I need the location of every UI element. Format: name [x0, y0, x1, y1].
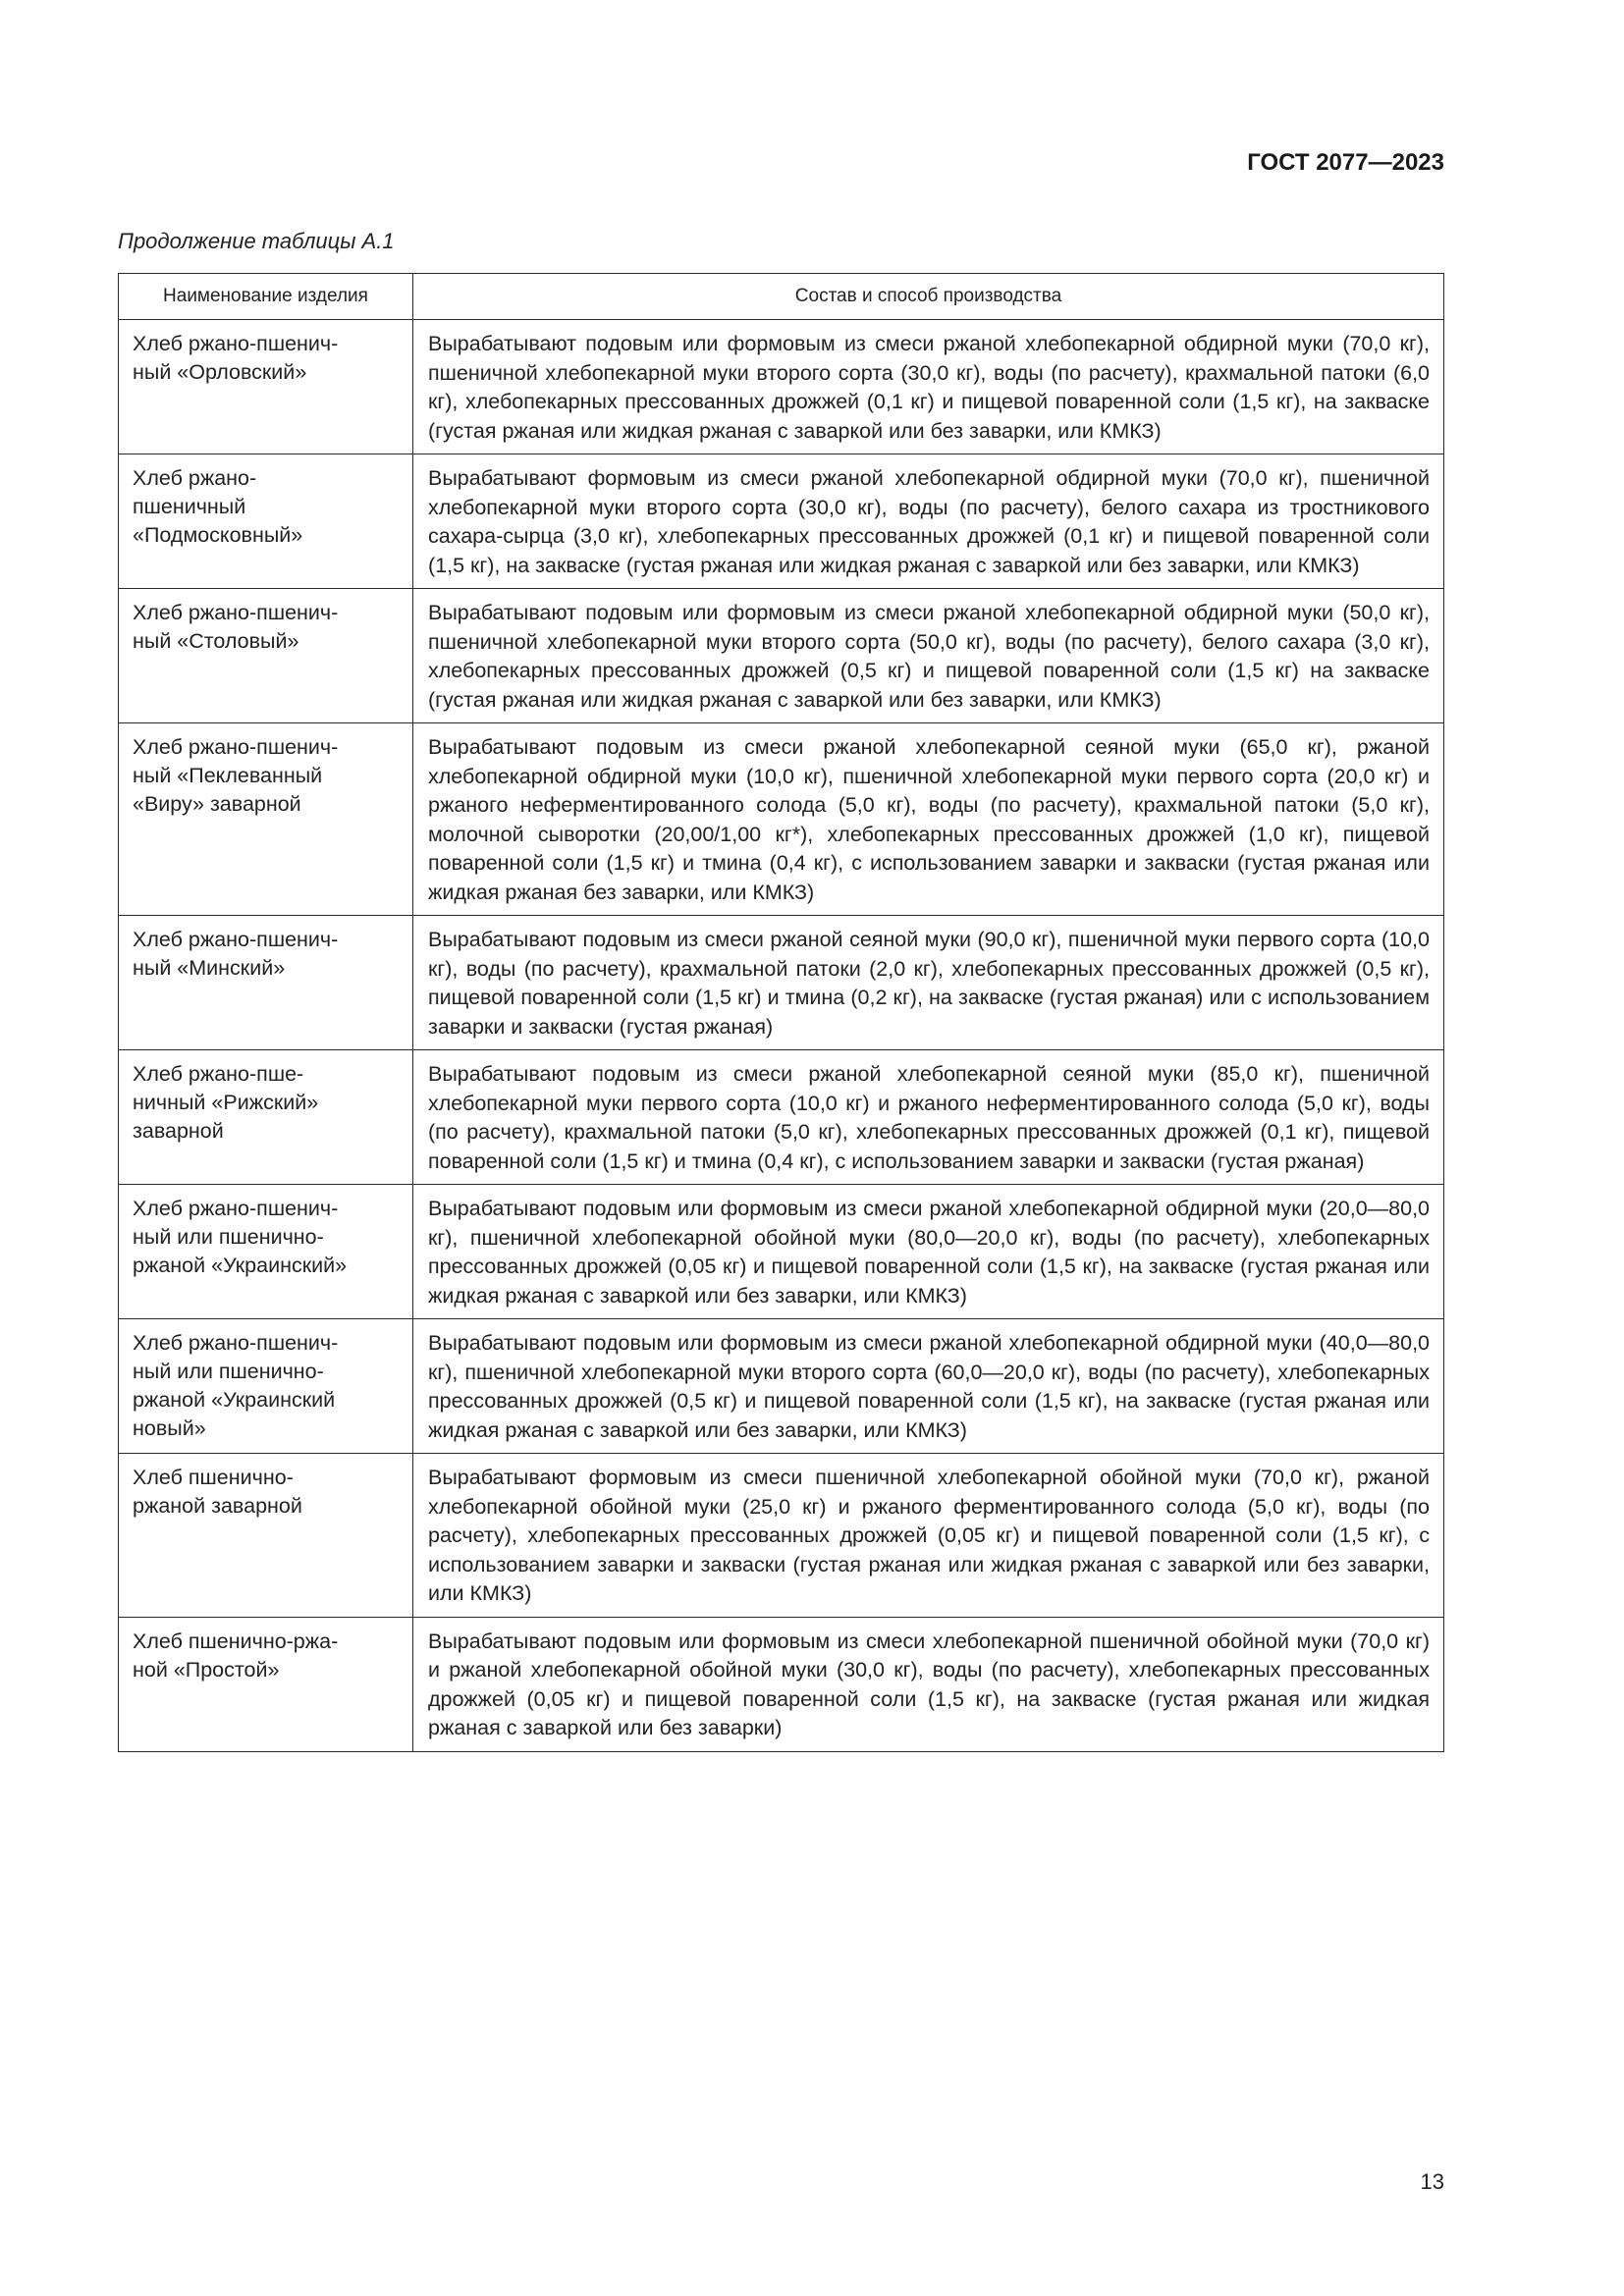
- column-header-product-name: Наименование изделия: [119, 274, 413, 320]
- table-row: [119, 1319, 1444, 1454]
- composition-cell: Вырабатывают подовым или формовым из смеси хлебопекарной пшеничной обойной муки (70,0 кг) и ржаной хлебопекарной обойной муки (30,0 кг), воды (по расчету), хлебопекарных прессованных дрожжей (0,05 кг) и пищевой поваренной соли (1,5 кг), на закваске (густая ржаная или жидкая ржаная с заваркой или без заварки): [413, 1617, 1444, 1751]
- document-code: ГОСТ 2077—2023: [1247, 149, 1444, 176]
- table-row: [119, 1050, 1444, 1185]
- product-name-cell: Хлеб ржано-пше- ничный «Рижский» заварной: [119, 1050, 413, 1185]
- composition-cell: Вырабатывают подовым из смеси ржаной сеяной муки (90,0 кг), пшеничной муки первого сорта (10,0 кг), воды (по расчету), крахмальной патоки (2,0 кг), хлебопекарных прессованных дрожжей (0,5 кг), пищевой поваренной соли (1,5 кг) и тмина (0,2 кг), на закваске (густая ржаная) или с использованием заварки и закваски (густая ржаная): [413, 916, 1444, 1050]
- product-name-cell: Хлеб ржано-пшенич- ный «Минский»: [119, 916, 413, 1050]
- table-row: [119, 589, 1444, 723]
- composition-cell: Вырабатывают формовым из смеси пшеничной хлебопекарной обойной муки (70,0 кг), ржаной хлебопекарной обойной муки (25,0 кг) и ржаного ферментированного солода (5,0 кг), воды (по расчету), хлебопекарных прессованных дрожжей (0,05 кг) и пищевой поваренной соли (1,5 кг), с использованием заварки и закваски (густая ржаная или жидкая ржаная с заваркой или без заварки, или КМКЗ): [413, 1454, 1444, 1618]
- product-name-cell: Хлеб ржано-пшенич- ный или пшенично- ржаной «Украинский»: [119, 1185, 413, 1319]
- composition-cell: Вырабатывают подовым или формовым из смеси ржаной хлебопекарной обдирной муки (50,0 кг), пшеничной хлебопекарной муки второго сорта (50,0 кг), воды (по расчету), белого сахара (3,0 кг), хлебопекарных прессованных дрожжей (0,5 кг) и пищевой поваренной соли (1,5 кг) на закваске (густая ржаная или жидкая ржаная с заваркой или без заварки, или КМКЗ): [413, 589, 1444, 723]
- composition-cell: Вырабатывают подовым из смеси ржаной хлебопекарной сеяной муки (65,0 кг), ржаной хлебопекарной обдирной муки (10,0 кг), пшеничной хлебопекарной муки первого сорта (20,0 кг) и ржаного неферментированного солода (5,0 кг), воды (по расчету), крахмальной патоки (5,0 кг), молочной сыворотки (20,00/1,00 кг*), хлебопекарных прессованных дрожжей (1,0 кг), пищевой поваренной соли (1,5 кг) и тмина (0,4 кг), с использованием заварки и закваски (густая ржаная или жидкая ржаная без заварки, или КМКЗ): [413, 723, 1444, 916]
- product-name-cell: Хлеб ржано-пшенич- ный или пшенично- ржаной «Украинский новый»: [119, 1319, 413, 1454]
- table-row: [119, 916, 1444, 1050]
- product-name-cell: Хлеб ржано- пшеничный «Подмосковный»: [119, 454, 413, 589]
- composition-cell: Вырабатывают подовым из смеси ржаной хлебопекарной сеяной муки (85,0 кг), пшеничной хлебопекарной муки первого сорта (10,0 кг) и ржаного неферментированного солода (5,0 кг), воды (по расчету), крахмальной патоки (5,0 кг), хлебопекарных прессованных дрожжей (0,1 кг), пищевой поваренной соли (1,5 кг) и тмина (0,4 кг), с использованием заварки и закваски (густая ржаная): [413, 1050, 1444, 1185]
- table-caption: Продолжение таблицы А.1: [118, 229, 395, 253]
- table-row: [119, 1617, 1444, 1751]
- table-row: [119, 1185, 1444, 1319]
- table-row: [119, 320, 1444, 454]
- page-number: 13: [1420, 2169, 1444, 2194]
- product-name-cell: Хлеб пшенично- ржаной заварной: [119, 1454, 413, 1618]
- product-name-cell: Хлеб ржано-пшенич- ный «Столовый»: [119, 589, 413, 723]
- composition-cell: Вырабатывают подовым или формовым из смеси ржаной хлебопекарной обдирной муки (20,0—80,0 кг), пшеничной хлебопекарной обойной муки (80,0—20,0 кг), воды (по расчету), хлебопекарных прессованных дрожжей (0,05 кг) и пищевой поваренной соли (1,5 кг), на закваске (густая ржаная или жидкая ржаная с заваркой или без заварки, или КМКЗ): [413, 1185, 1444, 1319]
- composition-table: [118, 273, 1444, 1752]
- table-row: [119, 723, 1444, 916]
- table-row: [119, 1454, 1444, 1618]
- composition-cell: Вырабатывают подовым или формовым из смеси ржаной хлебопекарной обдирной муки (70,0 кг), пшеничной хлебопекарной муки второго сорта (30,0 кг), воды (по расчету), крахмальной патоки (6,0 кг), хлебопекарных прессованных дрожжей (0,1 кг) и пищевой поваренной соли (1,5 кг), на закваске (густая ржаная или жидкая ржаная с заваркой или без заварки, или КМКЗ): [413, 320, 1444, 454]
- product-name-cell: Хлеб пшенично-ржа- ной «Простой»: [119, 1617, 413, 1751]
- composition-cell: Вырабатывают формовым из смеси ржаной хлебопекарной обдирной муки (70,0 кг), пшеничной хлебопекарной муки второго сорта (30,0 кг), воды (по расчету), белого сахара из тростникового сахара-сырца (3,0 кг), хлебопекарных прессованных дрожжей (0,1 кг) и пищевой поваренной соли (1,5 кг), на закваске (густая ржаная или жидкая ржаная с заваркой или без заварки, или КМКЗ): [413, 454, 1444, 589]
- column-header-composition: Состав и способ производства: [413, 274, 1444, 320]
- composition-cell: Вырабатывают подовым или формовым из смеси ржаной хлебопекарной обдирной муки (40,0—80,0 кг), пшеничной хлебопекарной муки второго сорта (60,0—20,0 кг), воды (по расчету), хлебопекарных прессованных дрожжей (0,5 кг) и пищевой поваренной соли (1,5 кг), на закваске (густая ржаная или жидкая ржаная с заваркой или без заварки, или КМКЗ): [413, 1319, 1444, 1454]
- product-name-cell: Хлеб ржано-пшенич- ный «Пеклеванный «Виру» заварной: [119, 723, 413, 916]
- table-header-row: [119, 274, 1444, 320]
- table-row: [119, 454, 1444, 589]
- product-name-cell: Хлеб ржано-пшенич- ный «Орловский»: [119, 320, 413, 454]
